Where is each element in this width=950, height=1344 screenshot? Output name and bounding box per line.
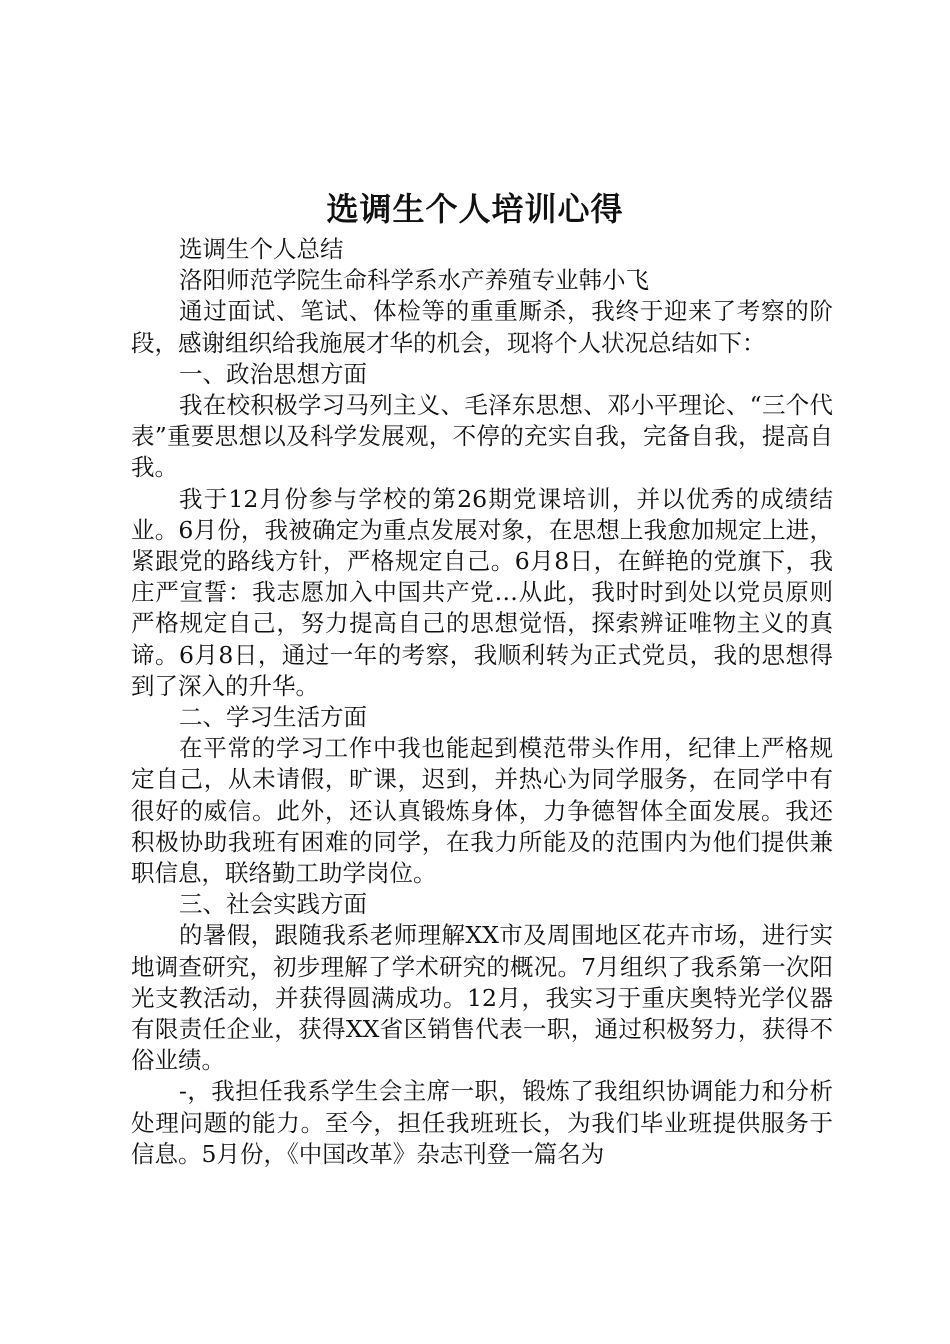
section-heading-political: 一、政治思想方面	[179, 359, 367, 388]
intro-paragraph: 通过面试、笔试、体检等的重重厮杀，我终于迎来了考察的阶段，感谢组织给我施展才华的机会，现将个人状况总结如下：	[131, 297, 833, 357]
practice-paragraph-1: 的暑假，跟随我系老师理解XX市及周围地区花卉市场，进行实地调查研究，初步理解了学术研究的概况。7月组织了我系第一次阳光支教活动，并获得圆满成功。12月，我实习于重庆奥特光学仪器有限责任企业，获得XX省区销售代表一职，通过积极努力，获得不俗业绩。	[131, 921, 833, 1075]
summary-label: 选调生个人总结	[179, 235, 344, 263]
document-title: 选调生个人培训心得	[326, 190, 624, 228]
study-paragraph: 在平常的学习工作中我也能起到模范带头作用，纪律上严格规定自己，从未请假，旷课，迟到，并热心为同学服务，在同学中有很好的威信。此外，还认真锻炼身体，力争德智体全面发展。我还积极协助我班有困难的同学，在我力所能及的范围内为他们提供兼职信息，联络勤工助学岗位。	[131, 734, 833, 888]
author-line: 洛阳师范学院生命科学系水产养殖专业韩小飞	[179, 266, 649, 295]
section-heading-study: 二、学习生活方面	[179, 703, 367, 732]
document-body	[131, 234, 833, 1170]
political-paragraph-2: 我于12月份参与学校的第26期党课培训，并以优秀的成绩结业。6月份，我被确定为重点发展对象，在思想上我愈加规定上进，紧跟党的路线方针，严格规定自己。6月8日，在鲜艳的党旗下，我庄严宣誓：我志愿加入中国共产党…从此，我时时到处以党员原则严格规定自己，努力提高自己的思想觉悟，探索辨证唯物主义的真谛。6月8日，通过一年的考察，我顺利转为正式党员，我的思想得到了深入的升华。	[131, 484, 833, 700]
practice-paragraph-2: -，我担任我系学生会主席一职，锻炼了我组织协调能力和分析处理问题的能力。至今，担任我班班长，为我们毕业班提供服务于信息。5月份，《中国改革》杂志刊登一篇名为	[131, 1077, 833, 1168]
political-paragraph-1: 我在校积极学习马列主义、毛泽东思想、邓小平理论、“三个代表”重要思想以及科学发展观，不停的充实自我，完备自我，提高自我。	[131, 391, 833, 482]
section-heading-practice: 三、社会实践方面	[179, 890, 367, 919]
